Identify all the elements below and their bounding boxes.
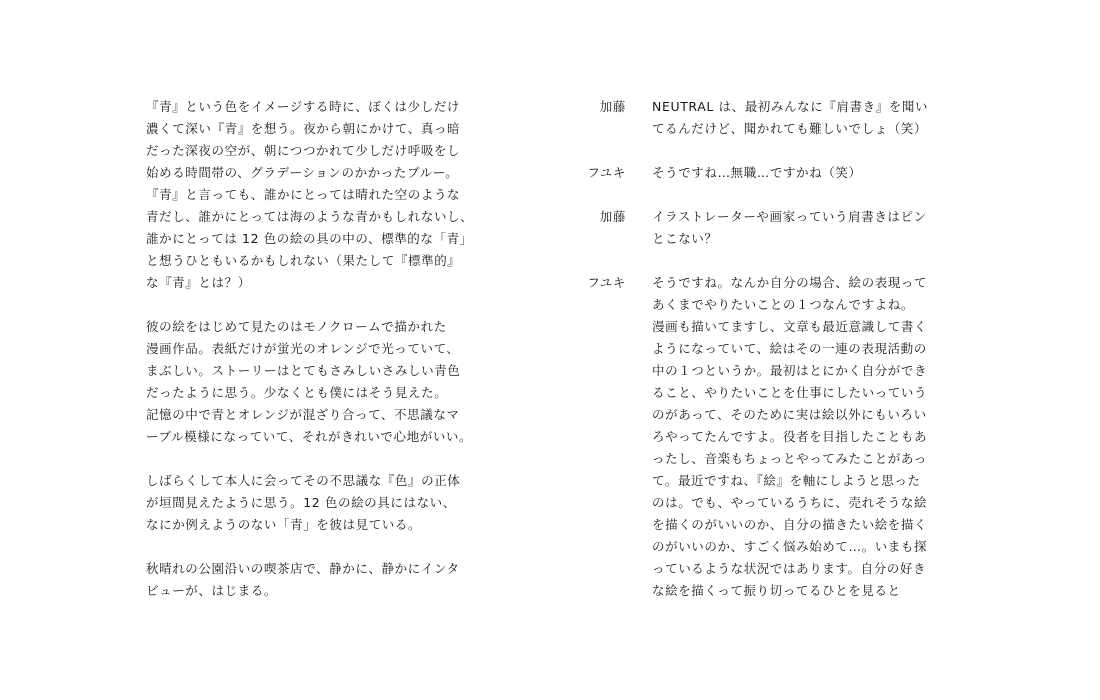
essay-line: 誰かにとっては 12 色の絵の具の中の、標準的な「青」 — [146, 231, 473, 246]
essay-line: ビューが、はじまる。 — [146, 583, 278, 598]
utterance-line: て。最近ですね、『絵』を軸にしようと思った — [652, 473, 921, 488]
essay-line: 濃くて深い『青』を想う。夜から朝にかけて、真っ暗 — [146, 121, 461, 136]
utterance-line: そうですね…無職…ですかね（笑） — [652, 165, 862, 180]
essay-line: だった深夜の空が、朝につつかれて少しだけ呼吸をし — [146, 143, 461, 158]
essay-line: まぶしい。ストーリーはとてもさみしいさみしい青色 — [146, 363, 461, 378]
essay-line: しばらくして本人に会ってその不思議な『色』の正体 — [146, 473, 461, 488]
utterance-line: 中の１つというか。最初はとにかく自分ができ — [652, 363, 928, 378]
utterance-line: ろやってたんですよ。役者を目指したこともあ — [652, 429, 928, 444]
essay-paragraph — [146, 96, 506, 294]
essay-line: ーブル模様になっていて、それがきれいで心地がいい。 — [146, 429, 473, 444]
utterance-line: のがいいのか、すごく悩み始めて…。いまも探 — [652, 539, 928, 554]
utterance-line: あくまでやりたいことの１つなんですよね。 — [652, 297, 915, 312]
speaker-name: 加藤 — [599, 209, 626, 224]
interview-exchange — [570, 206, 990, 250]
utterance-line: 漫画も描いてますし、文章も最近意識して書く — [652, 319, 928, 334]
utterance-line: のがあって、そのために実は絵以外にもいろい — [652, 407, 927, 422]
speaker-utterance — [652, 162, 962, 184]
utterance-line: のは。でも、やっているうちに、売れそうな絵 — [652, 495, 928, 510]
essay-line: 彼の絵をはじめて見たのはモノクロームで描かれた — [146, 319, 447, 334]
essay-line: が垣間見えたように思う。12 色の絵の具にはない、 — [146, 495, 456, 510]
essay-line: と想うひともいるかもしれない（果たして『標準的』 — [146, 253, 461, 268]
essay-line: な『青』とは？） — [146, 275, 251, 290]
speaker-utterance — [652, 96, 962, 140]
essay-line: 『青』と言っても、誰かにとっては晴れた空のような — [146, 187, 461, 202]
essay-line: 『青』という色をイメージする時に、ぼくは少しだけ — [146, 99, 461, 114]
essay-paragraph — [146, 470, 506, 536]
essay-line: 漫画作品。表紙だけが蛍光のオレンジで光っていて、 — [146, 341, 460, 356]
utterance-line: そうですね。なんか自分の場合、絵の表現って — [652, 275, 928, 290]
essay-paragraph — [146, 558, 506, 602]
utterance-line: を描くのがいいのか、自分の描きたい絵を描く — [652, 517, 928, 532]
utterance-line: NEUTRAL は、最初みんなに『肩書き』を聞い — [652, 99, 929, 114]
utterance-line: とこない？ — [652, 231, 718, 246]
essay-line: 記憶の中で青とオレンジが混ざり合って、不思議なマ — [146, 407, 460, 422]
utterance-line: てるんだけど、聞かれても難しいでしょ（笑） — [652, 121, 928, 136]
speaker-utterance — [652, 272, 962, 602]
interview-exchange — [570, 272, 990, 602]
essay-line: 青だし、誰かにとっては海のような青かもしれないし、 — [146, 209, 474, 224]
utterance-line: ること、やりたいことを仕事にしたいっていう — [652, 385, 928, 400]
speaker-name: 加藤 — [599, 99, 626, 114]
utterance-line: な絵を描くって振り切ってるひとを見ると — [652, 583, 901, 598]
speaker-utterance — [652, 206, 962, 250]
essay-line: だったように思う。少なくとも僕にはそう見えた。 — [146, 385, 448, 400]
speaker-name: フユキ — [587, 275, 626, 290]
interview-exchange — [570, 96, 990, 140]
essay-line: なにか例えようのない「青」を彼は見ている。 — [146, 517, 422, 532]
interview-column — [570, 96, 990, 624]
utterance-line: っているような状況ではあります。自分の好き — [652, 561, 927, 576]
intro-essay-column — [146, 96, 506, 624]
utterance-line: ったし、音楽もちょっとやってみたことがあっ — [652, 451, 927, 466]
utterance-line: イラストレーターや画家っていう肩書きはピン — [652, 209, 927, 224]
essay-paragraph — [146, 316, 506, 448]
utterance-line: ようになっていて、絵はその一連の表現活動の — [652, 341, 927, 356]
interview-exchange — [570, 162, 990, 184]
essay-line: 始める時間帯の、グラデーションのかかったブルー。 — [146, 165, 459, 180]
speaker-name: フユキ — [587, 165, 626, 180]
essay-line: 秋晴れの公園沿いの喫茶店で、静かに、静かにインタ — [146, 561, 460, 576]
